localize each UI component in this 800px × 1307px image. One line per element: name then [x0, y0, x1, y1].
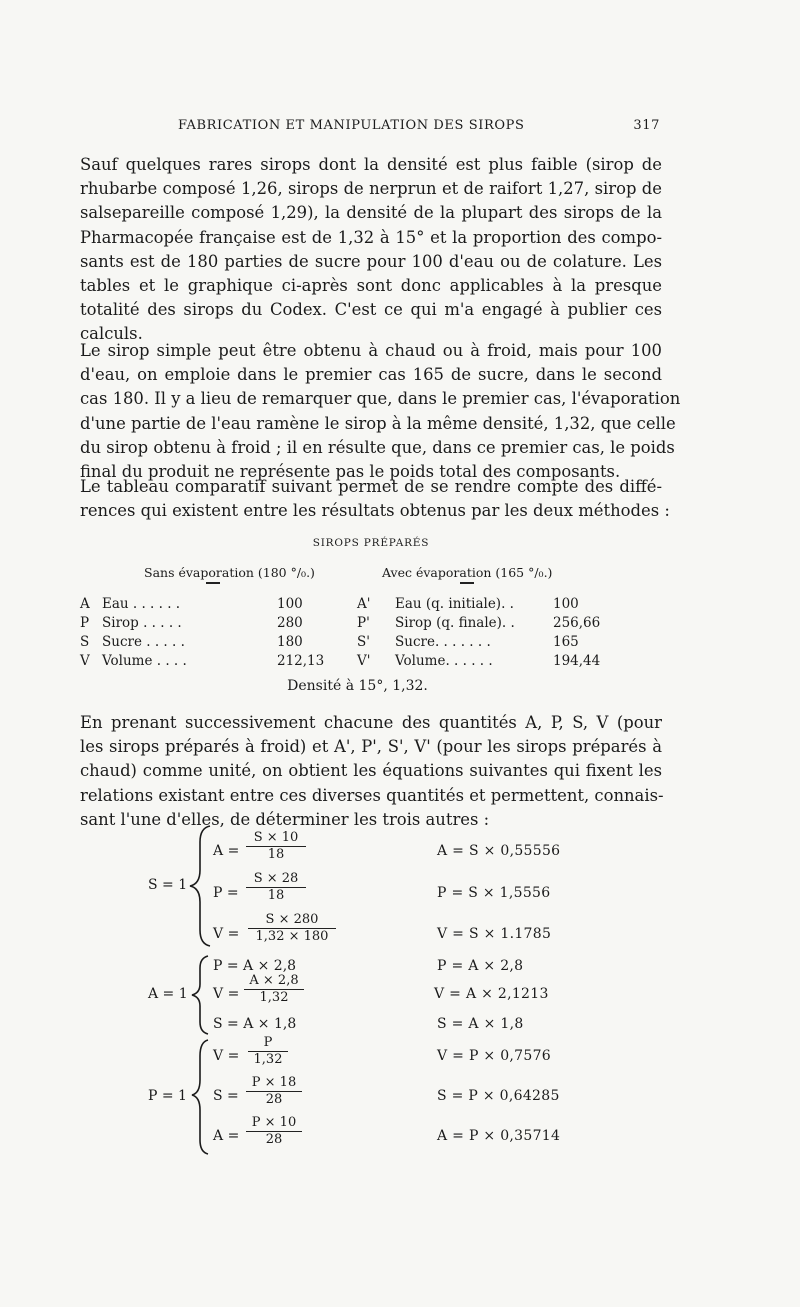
row-value: 194,44: [553, 653, 601, 669]
equation-lhs: S =: [213, 1088, 239, 1104]
row-symbol: P': [357, 615, 370, 631]
denominator: 18: [267, 847, 285, 863]
text-line: rences qui existent entre les résultats obtenus par les deux méthodes :: [80, 501, 670, 521]
equation-var: A: [213, 843, 224, 859]
equation-var: V: [213, 926, 224, 942]
equation-result: A = P × 0,35714: [437, 1128, 561, 1144]
numerator: P × 10: [251, 1115, 297, 1130]
page-number: 317: [633, 118, 660, 133]
fraction: [246, 1075, 302, 1108]
left-column-heading: Sans évaporation (180 °/₀.): [144, 565, 315, 580]
row-symbol: A: [80, 596, 90, 612]
fraction: [244, 973, 304, 1006]
fraction: [248, 912, 336, 945]
equation-var: P: [213, 885, 223, 901]
equation-lhs: A =: [213, 843, 240, 859]
table-title: SIROPS PRÉPARÉS: [312, 537, 430, 549]
fraction: [246, 871, 306, 904]
denominator: 1,32: [253, 1052, 283, 1068]
row-value: 280: [277, 615, 303, 631]
equation-result: P = A × 2,8: [437, 958, 524, 974]
numerator: P: [263, 1035, 273, 1050]
text-line: sants est de 180 parties de sucre pour 100 d'eau ou de colature. Les: [80, 251, 662, 271]
text-line: Pharmacopée française est de 1,32 à 15° et la proportion des compo-: [80, 227, 662, 247]
denominator: 28: [265, 1092, 283, 1108]
equation-lhs: A =: [213, 1128, 240, 1144]
row-label: Sirop . . . . .: [102, 615, 182, 631]
right-column-heading: Avec évaporation (165 °/₀.): [382, 565, 553, 580]
row-symbol: A': [357, 596, 371, 612]
unit-label: P = 1: [148, 1088, 187, 1104]
equation-result: V = P × 0,7576: [437, 1048, 551, 1064]
row-symbol: P: [80, 615, 90, 631]
equation-inline: S = A × 1,8: [213, 1016, 297, 1032]
equation-var: V: [213, 986, 224, 1002]
equation-lhs: V =: [213, 1048, 240, 1064]
text-line: rhubarbe composé 1,26, sirops de nerprun et de raifort 1,27, sirop de: [80, 179, 662, 199]
equation-inline: P = A × 2,8: [213, 958, 297, 974]
text-line: En prenant successivement chacune des quantités A, P, S, V (pour: [80, 713, 662, 732]
row-label: Volume . . . .: [102, 653, 187, 669]
row-label: Eau . . . . . .: [102, 596, 181, 612]
row-value: 256,66: [553, 615, 601, 631]
row-symbol: S: [80, 634, 90, 650]
equation-result: S = P × 0,64285: [437, 1088, 560, 1104]
equation-var: S: [213, 1088, 223, 1104]
text-line: cas 180. Il y a lieu de remarquer que, dans le premier cas, l'évaporation: [80, 389, 681, 409]
text-line: totalité des sirops du Codex. C'est ce qui m'a engagé à publier ces: [80, 300, 662, 320]
numerator: S × 10: [253, 830, 299, 845]
text-line: Le sirop simple peut être obtenu à chaud ou à froid, mais pour 100: [80, 341, 662, 360]
equation-result: P = S × 1,5556: [437, 885, 551, 901]
text-line: d'une partie de l'eau ramène le sirop à la même densité, 1,32, que celle: [80, 413, 676, 433]
equation-lhs: V =: [213, 986, 240, 1002]
row-label: Eau (q. initiale). .: [395, 596, 514, 612]
row-value: 165: [553, 634, 579, 650]
text-line: chaud) comme unité, on obtient les équations suivantes qui fixent les: [80, 761, 662, 781]
row-label: Sucre . . . . .: [102, 634, 185, 650]
text-line: Le tableau comparatif suivant permet de se rendre compte des diffé-: [80, 477, 662, 496]
row-label: Sirop (q. finale). .: [395, 615, 515, 631]
brace-icon: [190, 826, 210, 946]
brace-icon: [192, 1040, 208, 1154]
text-line: salsepareille composé 1,29), la densité de la plupart des sirops de la: [80, 203, 662, 223]
text-line: calculs.: [80, 324, 143, 344]
row-symbol: V: [80, 653, 90, 669]
row-label: Volume. . . . . .: [395, 653, 493, 669]
row-symbol: V': [357, 653, 371, 669]
text-line: Sauf quelques rares sirops dont la densité est plus faible (sirop de: [80, 155, 662, 174]
equation-lhs: P =: [213, 885, 239, 901]
equation-result: A = S × 0,55556: [437, 843, 561, 859]
text-line: tables et le graphique ci-après sont donc applicables à la presque: [80, 276, 662, 296]
equation-result: S = A × 1,8: [437, 1016, 524, 1032]
header-title: FABRICATION ET MANIPULATION DES SIROPS: [178, 118, 525, 133]
text-line: d'eau, on emploie dans le premier cas 165 de sucre, dans le second: [80, 365, 662, 385]
row-value: 212,13: [277, 653, 325, 669]
brace-icon: [192, 956, 208, 1034]
denominator: 1,32 × 180: [255, 929, 329, 945]
row-value: 100: [277, 596, 303, 612]
row-value: 180: [277, 634, 303, 650]
numerator: P × 18: [251, 1075, 297, 1090]
numerator: S × 280: [265, 912, 319, 927]
density-note: Densité à 15°, 1,32.: [287, 678, 428, 694]
numerator: A × 2,8: [249, 973, 299, 988]
row-label: Sucre. . . . . . .: [395, 634, 491, 650]
denominator: 28: [265, 1132, 283, 1148]
text-line: relations existant entre ces diverses quantités et permettent, connais-: [80, 785, 664, 805]
row-symbol: S': [357, 634, 370, 650]
text-line: sant l'une d'elles, de déterminer les trois autres :: [80, 809, 490, 829]
text-line: les sirops préparés à froid) et A', P', S', V' (pour les sirops préparés à: [80, 737, 662, 757]
equation-lhs: V =: [213, 926, 240, 942]
fraction: [246, 830, 306, 863]
equation-result: V = A × 2,1213: [434, 986, 549, 1002]
text-line: du sirop obtenu à froid ; il en résulte que, dans ce premier cas, le poids: [80, 437, 675, 457]
row-value: 100: [553, 596, 579, 612]
text-line: final du produit ne représente pas le poids total des composants.: [80, 462, 621, 482]
denominator: 18: [267, 888, 285, 904]
equation-var: A: [213, 1128, 224, 1144]
unit-label: A = 1: [148, 986, 188, 1002]
fraction: [246, 1115, 302, 1148]
equation-var: V: [213, 1048, 224, 1064]
denominator: 1,32: [259, 990, 289, 1006]
fraction: [248, 1035, 288, 1068]
unit-label: S = 1: [148, 877, 188, 893]
equation-result: V = S × 1.1785: [437, 926, 552, 942]
numerator: S × 28: [253, 871, 299, 886]
